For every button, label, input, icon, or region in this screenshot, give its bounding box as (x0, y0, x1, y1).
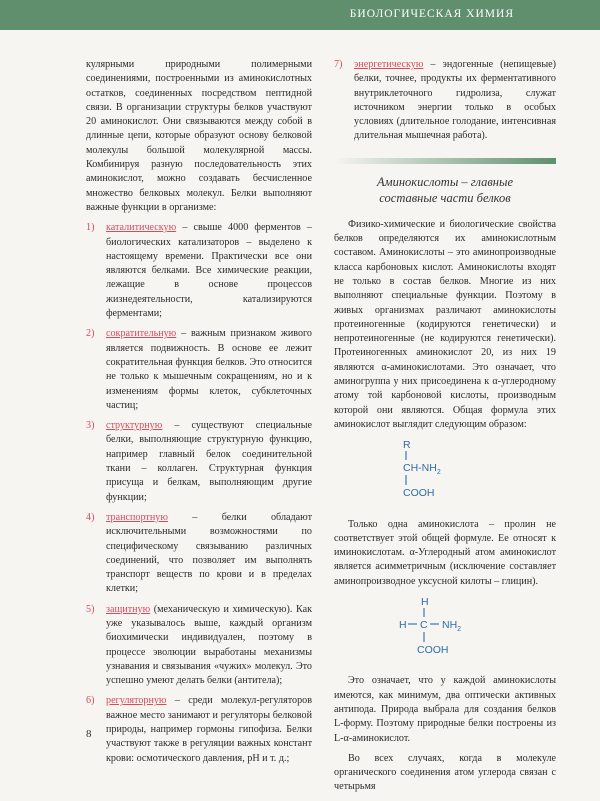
alpha-carbon-diagram (396, 595, 516, 659)
paragraph: Только одна аминокислота – пролин не соответствует этой общей формуле. Ее относят к иминокислотам. α-Углеродный атом аминокислот является асимметричным (исключение составляет аминопроизводное уксусной килоты – глицин). (334, 518, 556, 587)
function-term: энергетическую (354, 59, 424, 70)
function-text: – существуют специальные белки, выполняющие структурную функцию, например главный белок соединительной ткани – коллаген. Структурная функция присуща и белкам, выполняющим другие функции; (106, 420, 312, 503)
function-term: защитную (106, 603, 151, 615)
formula-cooh-label: COOH (403, 487, 435, 500)
function-term: структурную (106, 420, 163, 432)
item-number: 4) (86, 511, 95, 523)
item-number: 1) (86, 222, 95, 234)
item-number: 7) (334, 59, 343, 70)
function-item (86, 603, 312, 689)
item-number: 5) (86, 603, 95, 615)
formula-ch-nh-label: $CH-NH_2$ (403, 462, 441, 477)
item-number: 2) (86, 328, 95, 340)
function-item (334, 58, 556, 144)
function-text: – важным признаком живого является подвижность. В основе ее лежит сократительная функция белков. Это относится не только к мышечным сокращениям, но и к изменениям формы клеток, субклеточных частиц; (106, 328, 312, 411)
amino-acid-general-formula (396, 438, 556, 507)
formula-h-top-label: H (421, 596, 429, 609)
paragraph: Физико-химические и биологические свойства белков определяются их аминокислотным составом. Аминокислоты – это аминопроизводные класса карбоновых кислот. Аминокислоты входят не только в состав белков. Многие из них выполняют специальные функции. Поэтому в живых организмах различают аминокислоты протеиногенные (кодируются генетически) и непротеиногенные (не кодируются генетически). Протеиногенных аминокислот 20, из них 19 являются α-аминокислотами. Это означает, что аминогруппа у них присоединена к α-углеродному атому той карбоновой кислоты, производным которой они являются. Общая формула этих аминокислот выглядит следующим образом: (334, 218, 556, 430)
formula-h-left-label: H (399, 619, 407, 632)
function-term: регуляторную (106, 695, 167, 707)
section-heading (334, 174, 556, 206)
function-item (86, 327, 312, 413)
formula-c-label: C (420, 619, 428, 632)
function-term: транспортную (106, 511, 168, 523)
function-item (86, 511, 312, 597)
page-number: 8 (86, 728, 92, 740)
function-item (86, 694, 312, 765)
item-number: 3) (86, 420, 95, 432)
general-formula-diagram (396, 438, 506, 502)
function-item (86, 419, 312, 505)
running-header-title: БИОЛОГИЧЕСКАЯ ХИМИЯ (349, 8, 514, 20)
paragraph: Во всех случаях, когда в молекуле органического соединения атом углерода связан с четырьмя (334, 752, 556, 793)
function-text: – эндогенные (непищевые) белки, точнее, продукты их ферментативного внутриклеточного гидролиза, служат источником энергии только в особых условиях (длительное голодание, интенсивная длительная мышечная работа). (354, 59, 556, 142)
section-heading-line: составные части белков (379, 190, 511, 205)
function-text: – белки обладают исключительными возможностями по специфическому связыванию различных соединений, что позволяет им выполнять транспорт веществ по крови и в пределах клетки; (106, 511, 312, 595)
function-item (86, 221, 312, 321)
paragraph: Это означает, что у каждой аминокислоты имеются, как минимум, два оптически активных антипода. Природа выбрала для создания белков L-форму. Поэтому природные белки построены из L-α-аминокислот. (334, 675, 556, 744)
formula-r-label: R (403, 439, 411, 452)
left-column (86, 58, 312, 772)
intro-paragraph: кулярными природными полимерными соединениями, построенными из аминокислотных остатков, соединенных посредством пептидной связи. В организации структуры белков участвуют 20 аминокислот. Они связываются между собой в длинные цепи, которые образуют основу белковой молекулы большой молекулярной массы. Комбинируя разную последовательность этих аминокислот, можно создавать бесчисленное множество белковых молекул. Белки выполняют важные функции в организме: (86, 59, 312, 213)
function-text: (механическую и химическую). Как уже указывалось выше, каждый организм биохимически индивидуален, поэтому в процессе эволюции выработаны механизмы узнавания и связывания «чужих» молекул. Это успешно умеют делать белки (антитела); (106, 603, 312, 687)
section-heading-line: Аминокислоты – главные (376, 174, 513, 189)
formula-cooh-label: COOH (417, 644, 449, 657)
glycine-alpha-carbon-formula (396, 595, 556, 664)
right-column (334, 58, 556, 801)
function-term: каталитическую (106, 222, 177, 234)
item-number: 6) (86, 695, 95, 707)
section-divider (334, 158, 556, 164)
formula-nh-label: $NH_2$ (442, 619, 462, 634)
function-term: сократительную (106, 328, 177, 340)
function-text: – свыше 4000 ферментов – биологических катализаторов – выделено к настоящему времени. Практически все они являются белками. Все химические реакции, лежащие в основе процессов жизнедеятельности, катализируются ферментами; (106, 222, 312, 320)
header-bar (0, 0, 600, 30)
function-text: – среди молекул-регуляторов важное место занимают и регуляторы белковой природы, например гормоны гипофиза. Белки участвуют также в регуляции важных констант крови: осмотического давления, pH и т. д.; (106, 695, 312, 764)
